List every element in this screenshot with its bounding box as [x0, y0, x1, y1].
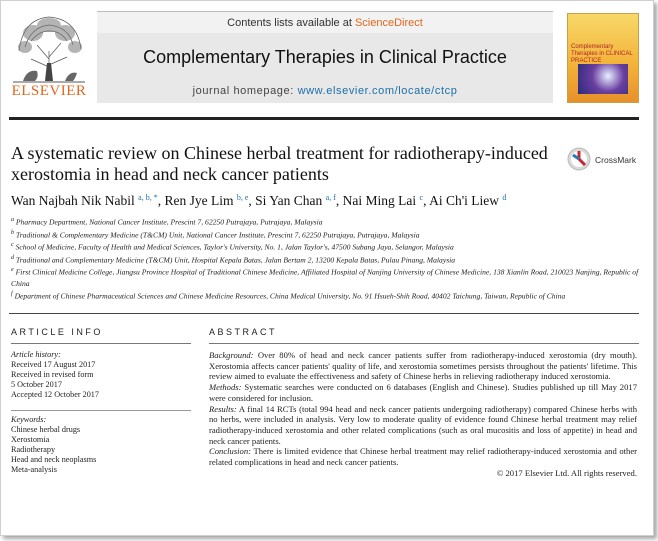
- publisher-wordmark: ELSEVIER: [11, 83, 87, 99]
- keywords-rule: [11, 410, 191, 411]
- article-title: A systematic review on Chinese herbal treatment for radiotherapy-induced xerostomia in head and neck cancer patients: [11, 143, 548, 184]
- author-affiliation-marks[interactable]: d: [502, 193, 507, 202]
- methods-label: Methods:: [209, 382, 242, 393]
- author-name[interactable]: Ai Ch'i Liew: [429, 193, 500, 208]
- history-entry: Received in revised form: [11, 370, 94, 379]
- affiliation-text: Traditional and Complementary Medicine (T&CM) Unit, Hospital Kepala Batas, Jalan Bertam 2, 13200 Kepala Batas, Pulau Pinang, Malaysia: [15, 255, 456, 265]
- cover-artwork: [578, 64, 628, 94]
- author-affiliation-marks[interactable]: b, e: [236, 193, 249, 202]
- article-history: [11, 350, 191, 400]
- affiliation-mark: d: [11, 254, 14, 261]
- history-entry: Accepted 12 October 2017: [11, 390, 99, 399]
- keyword-item: Meta-analysis: [11, 465, 57, 474]
- journal-cover[interactable]: [567, 13, 639, 103]
- affiliation-item: [11, 265, 641, 289]
- author-list: Wan Najbah Nik Nabil $^{a, b, *}$, Ren Jye Lim $^{b, e}$, Si Yan Chan $^{a, f}$, Nai Ming Lai $^c$, Ai Ch'i Liew $^d$: [11, 193, 507, 208]
- journal-title: Complementary Therapies in Clinical Practice: [143, 47, 507, 67]
- article-info-rule: [11, 343, 191, 344]
- history-label: Article history:: [11, 350, 61, 359]
- keywords: [11, 415, 191, 475]
- history-entry: 5 October 2017: [11, 380, 62, 389]
- header-divider: [9, 117, 639, 120]
- article-info-heading: ARTICLE INFO: [11, 327, 103, 337]
- copyright-notice: © 2017 Elsevier Ltd. All rights reserved.: [496, 467, 637, 478]
- affiliation-text: School of Medicine, Faculty of Health and Medical Sciences, Taylor's University, No. 1, Jalan Taylor's, 47500 Subang Jaya, Selangor, Malaysia: [15, 242, 454, 252]
- affiliation-item: [11, 215, 641, 228]
- background-label: Background:: [209, 350, 254, 360]
- homepage-label: journal homepage:: [192, 85, 298, 97]
- journal-title-box: [97, 33, 553, 103]
- crossmark-label: CrossMark: [595, 155, 637, 165]
- keyword-item: Xerostomia: [11, 435, 50, 444]
- author-name[interactable]: Si Yan Chan: [255, 193, 323, 208]
- affiliation-mark: a: [11, 217, 14, 223]
- affiliation-mark: b: [11, 229, 14, 236]
- journal-homepage: [97, 85, 553, 97]
- affiliation-mark: c: [11, 242, 14, 249]
- tree-icon: [9, 11, 89, 85]
- affiliation-text: First Clinical Medicine College, Jiangsu Province Hospital of Traditional Chinese Medicine, Affiliated Hospital of Nanjing University of Chinese Medicine, 138 Xianlin Road, 210023 Nanjing, Republic of China: [11, 267, 639, 288]
- author-name[interactable]: Ren Jye Lim: [164, 193, 234, 208]
- affiliation-mark: e: [11, 267, 14, 274]
- affiliation-text: Traditional & Complementary Medicine (T&CM) Unit, National Cancer Institute, Prescint 7, 62250 Putrajaya, Putrajaya, Malaysia: [15, 230, 420, 240]
- abstract-heading: ABSTRACT: [209, 327, 278, 337]
- history-entry: Received 17 August 2017: [11, 360, 96, 369]
- affiliation-item: [11, 240, 641, 253]
- section-divider: [9, 313, 639, 314]
- abstract-conclusion: [209, 446, 637, 467]
- contents-prefix: Contents lists available at: [227, 17, 355, 29]
- affiliation-item: [11, 228, 641, 241]
- abstract-background: [209, 350, 637, 382]
- contents-bar: [97, 11, 553, 34]
- results-text: A final 14 RCTs (total 994 head and neck cancer patients undergoing radiotherapy) compared Chinese herbs with no herbs, were included in analysis. Very low to moderate quality of evidence found Chinese herbal treatment may relief radiotherapy-induced xerostomia and other related complications (such as oral mucositis and loss of appetite) in head and neck cancer patients.: [209, 403, 637, 446]
- affiliation-mark: f: [11, 290, 13, 297]
- conclusion-text: There is limited evidence that Chinese herbal treatment may relief radiotherapy-induced xerostomia and other related complications in head and neck cancer patients.: [209, 446, 637, 468]
- abstract-methods: [209, 382, 637, 403]
- keyword-item: Head and neck neoplasms: [11, 455, 97, 464]
- crossmark-button[interactable]: [567, 147, 647, 171]
- journal-header: [97, 11, 553, 103]
- methods-text: Systematic searches were conducted on 6 databases (English and Chinese). Studies published up till May 2017 were considered for inclusion.: [209, 382, 637, 403]
- sciencedirect-link[interactable]: ScienceDirect: [354, 17, 423, 29]
- affiliation-item: [11, 289, 641, 302]
- keyword-item: Chinese herbal drugs: [11, 425, 81, 434]
- conclusion-label: Conclusion:: [209, 446, 252, 457]
- background-text: Over 80% of head and neck cancer patients suffer from radiotherapy-induced xerostomia (dry mouth). Xerostomia affects cancer patients' quality of life, and xerostomia sometimes persists throughout the patients' lifetime. This review aimed to evaluate the effectiveness and safety of Chinese herbs in relieving radiotherapy induced xerostomia.: [209, 350, 637, 382]
- crossmark-icon: [567, 147, 591, 171]
- abstract-rule: [209, 343, 639, 344]
- homepage-link[interactable]: www.elsevier.com/locate/ctcp: [297, 85, 458, 97]
- keywords-label: Keywords:: [11, 415, 47, 424]
- abstract-results: [209, 404, 637, 447]
- affiliation-list: [11, 215, 641, 301]
- cover-title: Complementary Therapies in CLINICAL PRACTICE: [571, 44, 633, 64]
- affiliation-item: [11, 253, 641, 266]
- author-affiliation-marks[interactable]: c: [419, 193, 424, 202]
- affiliation-text: Department of Chinese Pharmaceutical Sciences and Chinese Medicine Resources, China Medical University, No. 91 Hsueh-Shih Road, 40402 Taichung, Taiwan, Republic of China: [14, 291, 566, 301]
- results-label: Results:: [209, 403, 237, 414]
- author-affiliation-marks[interactable]: a, f: [325, 193, 336, 202]
- keyword-item: Radiotherapy: [11, 445, 56, 454]
- author-name[interactable]: Wan Najbah Nik Nabil: [11, 193, 135, 208]
- affiliation-text: Pharmacy Department, National Cancer Institute, Prescint 7, 62250 Putrajaya, Putrajaya, Malaysia: [15, 217, 323, 227]
- author-name[interactable]: Nai Ming Lai: [342, 193, 417, 208]
- author-affiliation-marks[interactable]: a, b, *: [138, 193, 158, 202]
- abstract-body: [209, 350, 637, 478]
